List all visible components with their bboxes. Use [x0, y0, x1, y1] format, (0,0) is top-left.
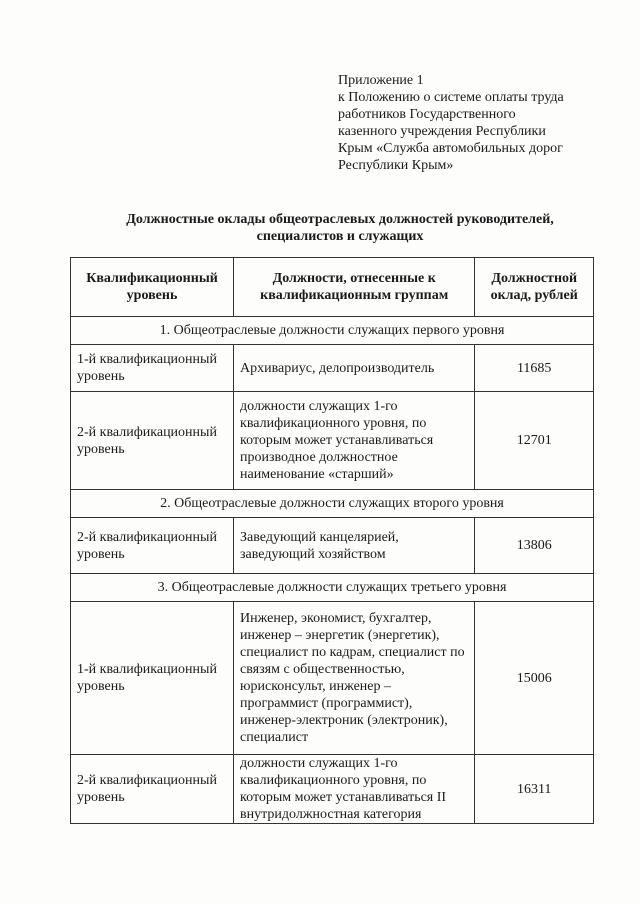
- level-cell: 1-й квалификационный уровень: [71, 345, 234, 392]
- section-row: [71, 490, 594, 518]
- header-salary: Должностной оклад, рублей: [475, 258, 594, 317]
- level-cell: 2-й квалификационный уровень: [71, 392, 234, 490]
- salary-table: [70, 257, 594, 824]
- level-cell: 1-й квалификационный уровень: [71, 602, 234, 755]
- table-row: [71, 755, 594, 824]
- appendix-line: Республики Крым»: [338, 158, 454, 173]
- level-cell: 2-й квалификационный уровень: [71, 518, 234, 574]
- section-title: 3. Общеотраслевые должности служащих третьего уровня: [71, 574, 594, 602]
- appendix-line: работников Государственного: [338, 107, 516, 122]
- positions-cell: Инженер, экономист, бухгалтер, инженер – энергетик (энергетик), специалист по кадрам, специалист по связям с общественностью, юрисконсульт, инженер – программист (программист), инженер-электроник (электроник), специалист: [234, 602, 475, 755]
- header-level: Квалификационный уровень: [71, 258, 234, 317]
- salary-cell: 13806: [475, 518, 594, 574]
- table-row: [71, 518, 594, 574]
- section-row: [71, 574, 594, 602]
- appendix-line: Крым «Служба автомобильных дорог: [338, 141, 563, 156]
- section-row: [71, 317, 594, 345]
- salary-cell: 11685: [475, 345, 594, 392]
- appendix-line: Приложение 1: [338, 73, 424, 88]
- appendix-line: казенного учреждения Республики: [338, 124, 546, 139]
- title-line-2: специалистов и служащих: [256, 229, 424, 244]
- table-header-row: [71, 258, 594, 317]
- section-title: 2. Общеотраслевые должности служащих второго уровня: [71, 490, 594, 518]
- appendix-note: [338, 72, 618, 174]
- table-row: [71, 602, 594, 755]
- salary-cell: 16311: [475, 755, 594, 824]
- positions-cell: Архивариус, делопроизводитель: [234, 345, 475, 392]
- level-cell: 2-й квалификационный уровень: [71, 755, 234, 824]
- table-row: [71, 392, 594, 490]
- header-positions: Должности, отнесенные к квалификационным группам: [234, 258, 475, 317]
- salary-cell: 15006: [475, 602, 594, 755]
- appendix-line: к Положению о системе оплаты труда: [338, 90, 564, 105]
- salary-cell: 12701: [475, 392, 594, 490]
- document-title: [60, 211, 620, 245]
- table-row: [71, 345, 594, 392]
- positions-cell: должности служащих 1-го квалификационного уровня, по которым может устанавливаться II внутридолжностная категория: [234, 755, 475, 824]
- title-line-1: Должностные оклады общеотраслевых должностей руководителей,: [126, 212, 554, 227]
- positions-cell: должности служащих 1-го квалификационного уровня, по которым может устанавливаться производное должностное наименование «старший»: [234, 392, 475, 490]
- positions-cell: Заведующий канцелярией, заведующий хозяйством: [234, 518, 475, 574]
- section-title: 1. Общеотраслевые должности служащих первого уровня: [71, 317, 594, 345]
